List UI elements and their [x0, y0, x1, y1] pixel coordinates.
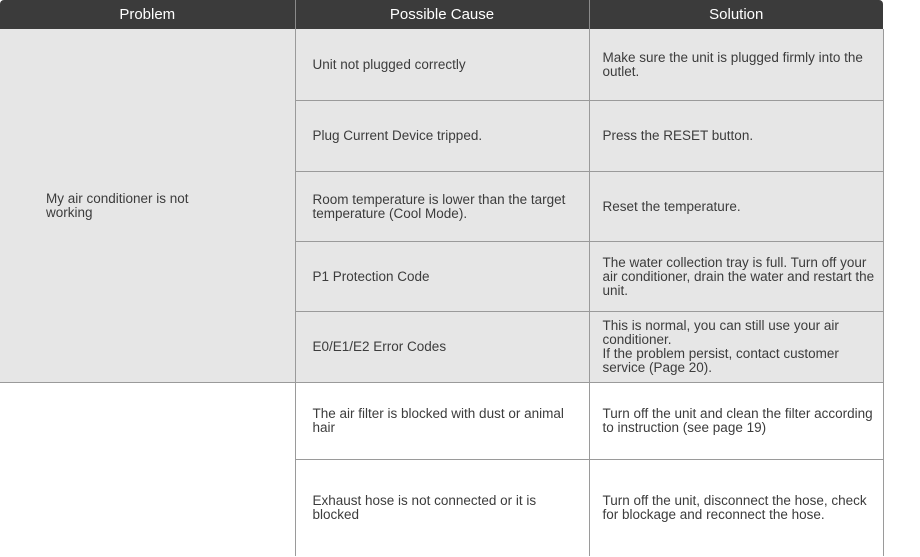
- header-problem: Problem: [0, 0, 295, 29]
- header-possible-cause: Possible Cause: [295, 0, 589, 29]
- cause-cell: P1 Protection Code: [295, 242, 589, 312]
- solution-cell: Press the RESET button.: [589, 101, 883, 172]
- table-row: [0, 29, 883, 101]
- cause-cell: Unit not plugged correctly: [295, 29, 589, 101]
- table-row: [0, 383, 883, 460]
- cause-cell: The air filter is blocked with dust or animal hair: [295, 383, 589, 460]
- solution-cell: Turn off the unit and clean the filter according to instruction (see page 19): [589, 383, 883, 460]
- cause-cell: Room temperature is lower than the target temperature (Cool Mode).: [295, 172, 589, 242]
- problem-cell: [0, 29, 295, 383]
- solution-cell: The water collection tray is full. Turn off your air conditioner, drain the water and restart the unit.: [589, 242, 883, 312]
- cause-cell: Plug Current Device tripped.: [295, 101, 589, 172]
- problem-cell: [0, 383, 295, 557]
- solution-cell: Make sure the unit is plugged firmly into the outlet.: [589, 29, 883, 101]
- solution-cell: Reset the temperature.: [589, 172, 883, 242]
- problem-text: My air conditioner is not working: [46, 190, 189, 220]
- table-header-row: [0, 0, 883, 29]
- cause-cell: Exhaust hose is not connected or it is blocked: [295, 460, 589, 557]
- solution-cell: This is normal, you can still use your air conditioner. If the problem persist, contact customer service (Page 20).: [589, 312, 883, 383]
- cause-cell: E0/E1/E2 Error Codes: [295, 312, 589, 383]
- solution-cell: Turn off the unit, disconnect the hose, check for blockage and reconnect the hose.: [589, 460, 883, 557]
- header-solution: Solution: [589, 0, 883, 29]
